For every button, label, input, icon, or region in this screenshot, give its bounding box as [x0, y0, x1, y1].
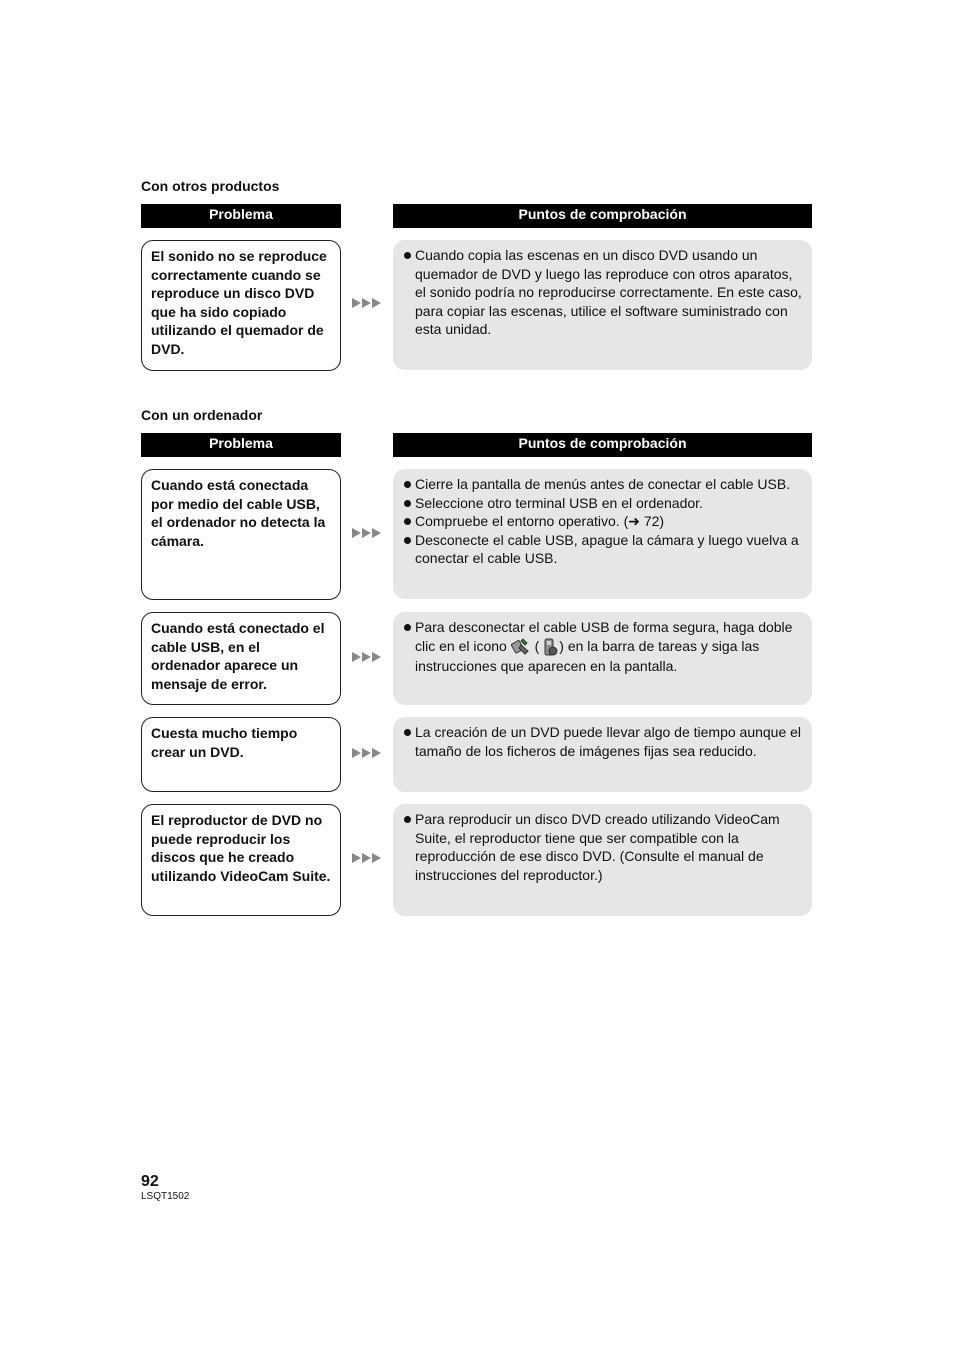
usb-device-icon [539, 637, 559, 657]
check-box [393, 612, 812, 705]
check-item: Desconecte el cable USB, apague la cámara y luego vuelva a conectar el cable USB. [403, 531, 802, 568]
header-problema: Problema [141, 433, 341, 457]
problem-box: El sonido no se reproduce correctamente cuando se reproduce un disco DVD que ha sido copiado utilizando el quemador de DVD. [141, 240, 341, 371]
check-text-after: ) en la barra de tareas y siga las instrucciones que aparecen en la pantalla. [415, 637, 760, 674]
check-item: Cuando copia las escenas en un disco DVD usando un quemador de DVD y luego las reproduce con otros aparatos, el sonido podría no reproducirse correctamente. En este caso, para copiar las escenas, utilice el software suministrado con esta unidad. [403, 246, 802, 339]
problem-box: Cuando está conectado el cable USB, en el ordenador aparece un mensaje de error. [141, 612, 341, 705]
arrow-icon [352, 853, 382, 863]
check-box [393, 469, 812, 599]
check-text-open-paren: ( [534, 637, 540, 654]
header-puntos-comprobacion: Puntos de comprobación [393, 204, 812, 228]
check-item [403, 618, 802, 675]
check-item: Compruebe el entorno operativo. (➜ 72) [403, 512, 802, 531]
problem-box: Cuando está conectada por medio del cable USB, el ordenador no detecta la cámara. [141, 469, 341, 600]
check-item: Cierre la pantalla de menús antes de conectar el cable USB. [403, 475, 802, 494]
check-box [393, 717, 812, 792]
check-item: Seleccione otro terminal USB en el ordenador. [403, 494, 802, 513]
arrow-icon [352, 748, 382, 758]
arrow-icon [352, 652, 382, 662]
arrow-icon [352, 528, 382, 538]
check-item: La creación de un DVD puede llevar algo de tiempo aunque el tamaño de los ficheros de imágenes fijas sea reducido. [403, 723, 802, 760]
check-item: Para reproducir un disco DVD creado utilizando VideoCam Suite, el reproductor tiene que ser compatible con la reproducción de ese disco DVD. (Consulte el manual de instrucciones del reproductor.) [403, 810, 802, 884]
problem-box: El reproductor de DVD no puede reproducir los discos que he creado utilizando VideoCam Suite. [141, 804, 341, 916]
section-title-otros-productos: Con otros productos [141, 178, 280, 194]
safely-remove-hardware-icon [511, 637, 531, 657]
problem-box: Cuesta mucho tiempo crear un DVD. [141, 717, 341, 792]
check-box [393, 804, 812, 916]
arrow-icon [352, 298, 382, 308]
section-title-ordenador: Con un ordenador [141, 407, 263, 423]
header-problema: Problema [141, 204, 341, 228]
document-code: LSQT1502 [141, 1191, 190, 1202]
check-text-before: Para desconectar el cable USB de forma segura, haga doble clic en el icono [415, 619, 793, 654]
header-puntos-comprobacion: Puntos de comprobación [393, 433, 812, 457]
check-box [393, 240, 812, 370]
page-number: 92 [141, 1173, 159, 1190]
